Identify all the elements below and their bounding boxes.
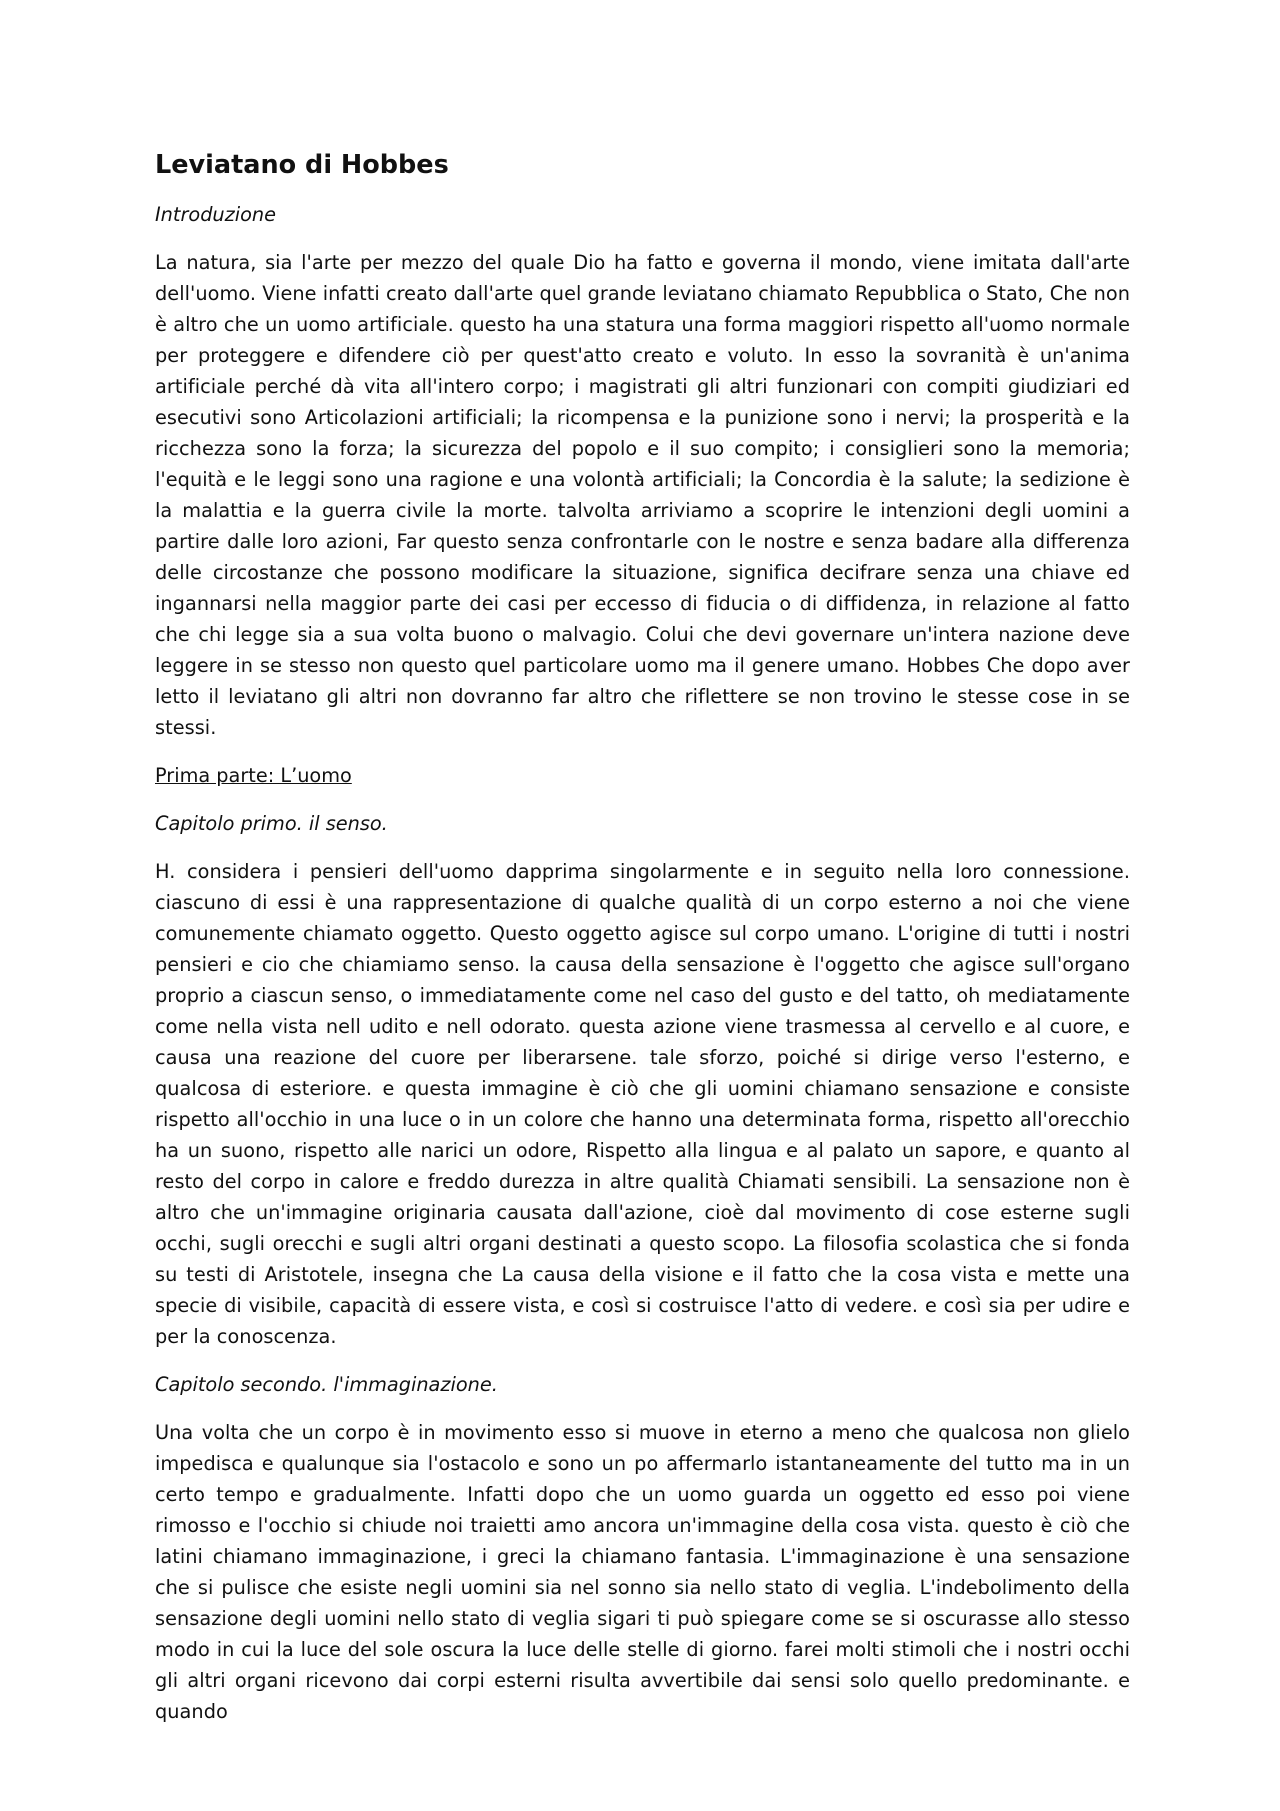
chapter-one-paragraph: H. considera i pensieri dell'uomo dapprima singolarmente e in seguito nella loro connessione. ciascuno di essi è una rappresentazione di qualche qualità di un corpo esterno a noi che viene comunemente chiamato oggetto. Questo oggetto agisce sul corpo umano. L'origine di tutti i nostri pensieri e cio che chiamiamo senso. la causa della sensazione è l'oggetto che agisce sull'organo proprio a ciascun senso, o immediatamente come nel caso del gusto e del tatto, oh mediatamente come nella vista nell udito e nell odorato. questa azione viene trasmessa al cervello e al cuore, e causa una reazione del cuore per liberarsene. tale sforzo, poiché si dirige verso l'esterno, e qualcosa di esteriore. e questa immagine è ciò che gli uomini chiamano sensazione e consiste rispetto all'occhio in una luce o in un colore che hanno una determinata forma, rispetto all'orecchio ha un suono, rispetto alle narici un odore, Rispetto alla lingua e al palato un sapore, e quanto al resto del corpo in calore e freddo durezza in altre qualità Chiamati sensibili. La sensazione non è altro che un'immagine originaria causata dall'azione, cioè dal movimento di cose esterne sugli occhi, sugli orecchi e sugli altri organi destinati a questo scopo. La filosofia scolastica che si fonda su testi di Aristotele, insegna che La causa della visione e il fatto che la cosa vista e mette una specie di visibile, capacità di essere vista, e così si costruisce l'atto di vedere. e così sia per udire e per la conoscenza. [155,859,1130,1348]
chapter-two-paragraph: Una volta che un corpo è in movimento esso si muove in eterno a meno che qualcosa non glielo impedisca e qualunque sia l'ostacolo e sono un po affermarlo istantaneamente del tutto ma in un certo tempo e gradualmente. Infatti dopo che un uomo guarda un oggetto ed esso poi viene rimosso e l'occhio si chiude noi traietti amo ancora un'immagine della cosa vista. questo è ciò che latini chiamano immaginazione, i greci la chiamano fantasia. L'immaginazione è una sensazione che si pulisce che esiste negli uomini sia nel sonno sia nello stato di veglia. L'indebolimento della sensazione degli uomini nello stato di veglia sigari ti può spiegare come se si oscurasse allo stesso modo in cui la luce del sole oscura la luce delle stelle di giorno. farei molti stimoli che i nostri occhi gli altri organi ricevono dai corpi esterni risulta avvertibile dai sensi solo quello predominante. e quando [155,1420,1130,1723]
introduction-paragraph: La natura, sia l'arte per mezzo del quale Dio ha fatto e governa il mondo, viene imitata dall'arte dell'uomo. Viene infatti creato dall'arte quel grande leviatano chiamato Repubblica o Stato, Che non è altro che un uomo artificiale. questo ha una statura una forma maggiori rispetto all'uomo normale per proteggere e difendere ciò per quest'atto creato e voluto. In esso la sovranità è un'anima artificiale perché dà vita all'intero corpo; i magistrati gli altri funzionari con compiti giudiziari ed esecutivi sono Articolazioni artificiali; la ricompensa e la punizione sono i nervi; la prosperità e la ricchezza sono la forza; la sicurezza del popolo e il suo compito; i consiglieri sono la memoria; l'equità e le leggi sono una ragione e una volontà artificiali; la Concordia è la salute; la sedizione è la malattia e la guerra civile la morte. talvolta arriviamo a scoprire le intenzioni degli uomini a partire dalle loro azioni, Far questo senza confrontarle con le nostre e senza badare alla differenza delle circostanze che possono modificare la situazione, significa decifrare senza una chiave ed ingannarsi nella maggior parte dei casi per eccesso di fiducia o di diffidenza, in relazione al fatto che chi legge sia a sua volta buono o malvagio. Colui che devi governare un'intera nazione deve leggere in se stesso non questo quel particolare uomo ma il genere umano. Hobbes Che dopo aver letto il leviatano gli altri non dovranno far altro che riflettere se non trovino le stesse cose in se stessi. [155,250,1130,739]
document-title: Leviatano di Hobbes [155,150,449,180]
chapter-one-heading: Capitolo primo. il senso. [155,811,388,835]
chapter-two-heading: Capitolo secondo. l'immaginazione. [155,1372,498,1396]
introduction-heading: Introduzione [155,202,277,226]
part-one-heading: Prima parte: L’uomo [155,763,352,787]
document-page [155,150,1130,1744]
